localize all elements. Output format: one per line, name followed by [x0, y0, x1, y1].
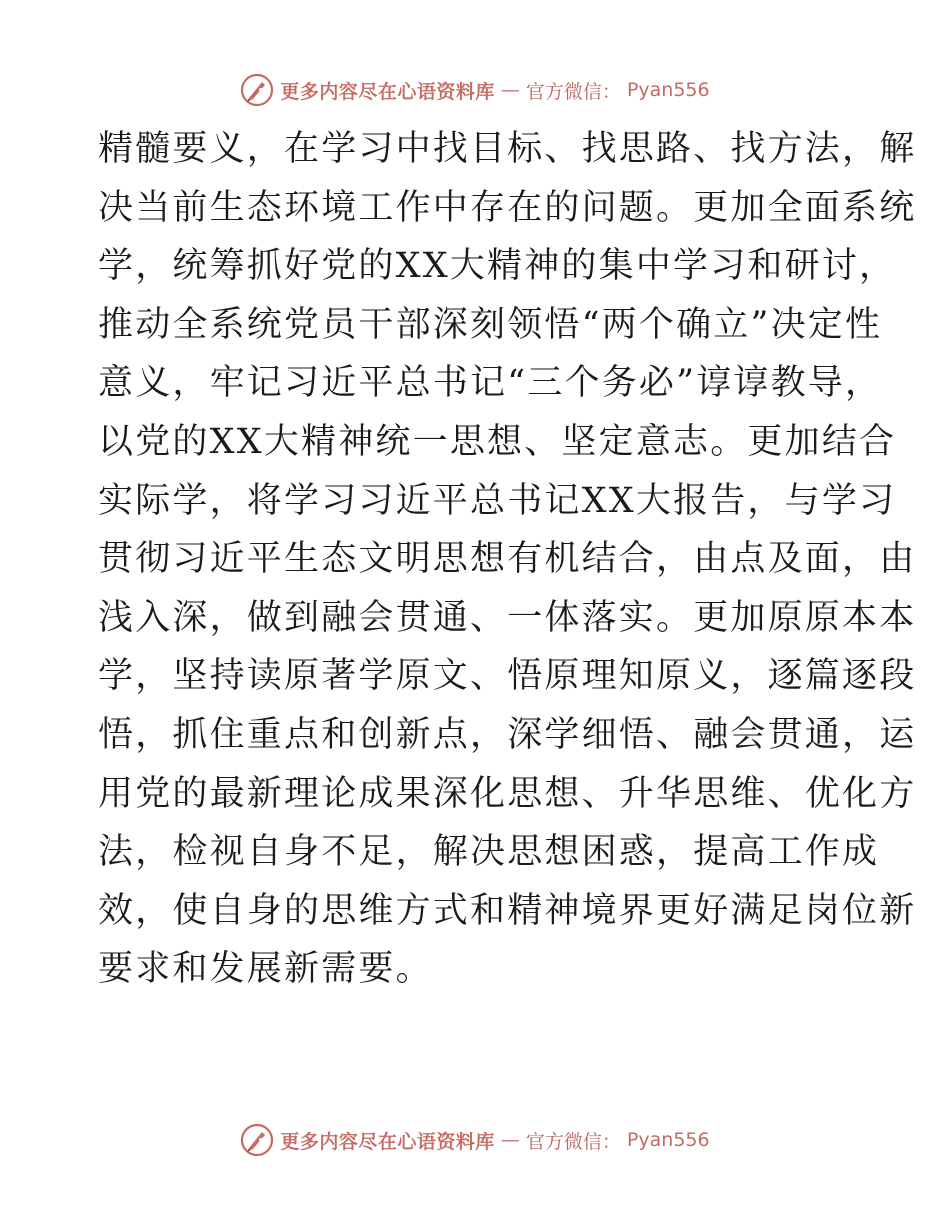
body-line: 浅入深，做到融会贯通、一体落实。更加原原本本 [98, 597, 917, 638]
body-line: 效，使自身的思维方式和精神境界更好满足岗位新 [98, 890, 917, 931]
body-line: 要求和发展新需要。 [98, 949, 433, 990]
body-line: 用党的最新理论成果深化思想、升华思维、优化方 [98, 773, 917, 814]
body-line: 精髓要义，在学习中找目标、找思路、找方法，解 [98, 129, 917, 169]
body-line: 悟，抓住重点和创新点，深学细悟、融会贯通，运 [98, 714, 917, 755]
body-line: 学，统筹抓好党的XX大精神的集中学习和研讨， [98, 246, 897, 287]
body-line: 贯彻习近平生态文明思想有机结合，由点及面，由 [98, 539, 917, 580]
watermark-wechat-label: 官方微信： [525, 80, 621, 103]
watermark-dash: — [500, 1129, 520, 1151]
watermark-main-text: 更多内容尽在心语资料库 [280, 80, 495, 103]
body-line: 法，检视自身不足，解决思想困惑，提高工作成 [98, 832, 880, 873]
watermark-dash: — [500, 79, 520, 101]
watermark-wechat-id: Pyan556 [626, 79, 710, 101]
body-line: 学，坚持读原著学原文、悟原理知原义，逐篇逐段 [98, 656, 917, 697]
watermark-wechat-label: 官方微信： [525, 1130, 621, 1153]
document-body [98, 120, 917, 999]
body-line: 意义，牢记习近平总书记“三个务必”谆谆教导， [98, 363, 883, 404]
quill-pen-logo-icon [240, 1123, 274, 1157]
body-line: 推动全系统党员干部深刻领悟“两个确立”决定性 [98, 304, 883, 345]
header-watermark [0, 70, 950, 110]
body-line: 以党的XX大精神统一思想、坚定意志。更加结合 [98, 421, 897, 462]
footer-watermark [0, 1120, 950, 1160]
body-line: 决当前生态环境工作中存在的问题。更加全面系统 [98, 187, 917, 228]
watermark-main-text: 更多内容尽在心语资料库 [280, 1130, 495, 1153]
quill-pen-logo-icon [240, 73, 274, 107]
body-line: 实际学，将学习习近平总书记XX大报告，与学习 [98, 480, 897, 521]
watermark-wechat-id: Pyan556 [626, 1129, 710, 1151]
